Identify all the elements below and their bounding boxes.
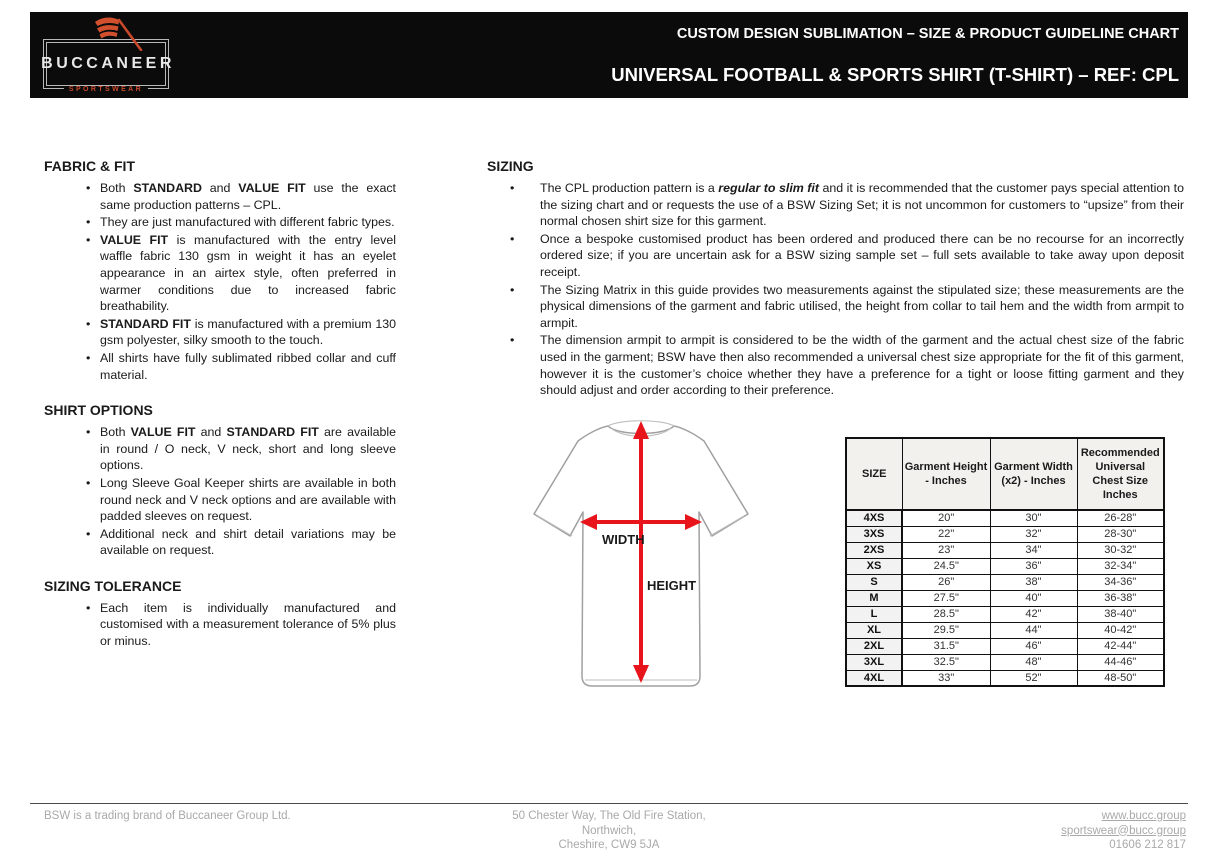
table-cell: 33"	[902, 670, 990, 686]
table-cell: 26"	[902, 574, 990, 590]
website-link[interactable]: www.bucc.group	[1101, 810, 1186, 822]
table-cell: 36-38"	[1077, 590, 1164, 606]
table-row	[846, 542, 1164, 558]
shirt-options-heading: SHIRT OPTIONS	[44, 402, 153, 419]
fabric-fit-heading: FABRIC & FIT	[44, 158, 135, 174]
table-cell-size: 4XL	[846, 670, 902, 686]
table-cell: 26-28"	[1077, 510, 1164, 526]
logo-subbrand-text: SPORTSWEAR	[64, 86, 148, 93]
bullet-item: • The CPL production pattern is a regular to slim fit and it is recommended that the customer pays special attention to the sizing chart and or requests the use of a BSW Sizing Set; it is not uncommon for customers to “upsize” from their normal chosen shirt size for this garment.	[487, 180, 1184, 230]
table-cell-size: 2XS	[846, 542, 902, 558]
sizing-bullet-list	[487, 180, 1184, 399]
bullet-item: • Additional neck and shirt detail variations may be available on request.	[44, 526, 396, 559]
section-sizing	[487, 157, 1184, 399]
table-cell-size: L	[846, 606, 902, 622]
table-cell: 42-44"	[1077, 638, 1164, 654]
table-header-cell: Garment Width (x2) - Inches	[990, 438, 1077, 510]
bullet-item: • The dimension armpit to armpit is considered to be the width of the garment and the actual chest size of the fabric used in the garment; BSW have then also recommended a universal chest size appropriate for the fit of this garment, however it is the customer’s choice whether they have a preference for a tight or loose fitting garment and they should adjust and order according to their preference.	[487, 332, 1184, 398]
table-cell-size: 3XS	[846, 526, 902, 542]
sizing-tolerance-heading: SIZING TOLERANCE	[44, 577, 182, 594]
tshirt-measurement-diagram	[516, 410, 766, 705]
table-row	[846, 510, 1164, 526]
table-row	[846, 606, 1164, 622]
table-cell: 48"	[990, 654, 1077, 670]
bullet-item: • All shirts have fully sublimated ribbed collar and cuff material.	[44, 350, 396, 383]
table-cell-size: XS	[846, 558, 902, 574]
logo-brand-text: BUCCANEER	[41, 55, 175, 72]
table-cell-size: M	[846, 590, 902, 606]
section-shirt-options	[44, 401, 396, 559]
table-cell-size: 2XL	[846, 638, 902, 654]
table-cell: 28-30"	[1077, 526, 1164, 542]
table-cell: 23"	[902, 542, 990, 558]
table-cell: 22"	[902, 526, 990, 542]
section-sizing-tolerance	[44, 577, 396, 650]
pennant-flag-icon	[89, 15, 159, 51]
table-cell: 46"	[990, 638, 1077, 654]
table-cell: 52"	[990, 670, 1077, 686]
table-row	[846, 574, 1164, 590]
table-header-cell: Garment Height - Inches	[902, 438, 990, 510]
table-row	[846, 670, 1164, 686]
table-cell: 28.5"	[902, 606, 990, 622]
footer-contact	[1061, 809, 1186, 853]
page-footer	[30, 803, 1188, 853]
bullet-item: • They are just manufactured with different fabric types.	[44, 214, 396, 231]
table-header-row	[846, 438, 1164, 510]
table-cell: 48-50"	[1077, 670, 1164, 686]
table-row	[846, 558, 1164, 574]
table-cell: 30-32"	[1077, 542, 1164, 558]
table-cell: 40"	[990, 590, 1077, 606]
table-cell: 36"	[990, 558, 1077, 574]
table-row	[846, 654, 1164, 670]
bullet-item: • Both VALUE FIT and STANDARD FIT are available in round / O neck, V neck, short and long sleeve options.	[44, 424, 396, 474]
table-row	[846, 526, 1164, 542]
table-cell: 29.5"	[902, 622, 990, 638]
table-cell: 44"	[990, 622, 1077, 638]
table-cell: 34"	[990, 542, 1077, 558]
table-cell: 44-46"	[1077, 654, 1164, 670]
bullet-item: • Each item is individually manufactured and customised with a measurement tolerance of 5% plus or minus.	[44, 600, 396, 650]
width-label: WIDTH	[602, 532, 645, 547]
sizing-heading: SIZING	[487, 158, 534, 174]
buccaneer-logo	[43, 12, 203, 98]
bullet-item: • VALUE FIT is manufactured with the entry level waffle fabric 130 gsm in weight it has an eyelet appearance in an airtex style, often preferred in warmer conditions due to increased fabric breathability.	[44, 232, 396, 315]
document-subtitle: CUSTOM DESIGN SUBLIMATION – SIZE & PRODUCT GUIDELINE CHART	[676, 26, 1179, 42]
table-cell-size: 3XL	[846, 654, 902, 670]
header-titles	[279, 12, 1179, 98]
section-fabric-fit	[44, 157, 396, 383]
bullet-item: • STANDARD FIT is manufactured with a premium 130 gsm polyester, silky smooth to the touch.	[44, 316, 396, 349]
table-cell: 30"	[990, 510, 1077, 526]
sizing-table	[845, 437, 1165, 687]
table-cell: 20"	[902, 510, 990, 526]
table-row	[846, 590, 1164, 606]
table-cell: 32"	[990, 526, 1077, 542]
table-header-cell: SIZE	[846, 438, 902, 510]
left-column	[44, 157, 396, 651]
table-cell: 40-42"	[1077, 622, 1164, 638]
table-cell: 32.5"	[902, 654, 990, 670]
sizing-tolerance-bullet-list	[44, 600, 396, 650]
bullet-item: • Both STANDARD and VALUE FIT use the exact same production patterns – CPL.	[44, 180, 396, 213]
email-link[interactable]: sportswear@bucc.group	[1061, 824, 1186, 837]
table-cell: 32-34"	[1077, 558, 1164, 574]
table-cell-size: S	[846, 574, 902, 590]
table-cell: 38-40"	[1077, 606, 1164, 622]
footer-address	[30, 809, 1188, 853]
height-label: HEIGHT	[647, 578, 697, 593]
table-cell: 38"	[990, 574, 1077, 590]
table-row	[846, 622, 1164, 638]
right-column	[487, 157, 1184, 400]
table-cell-size: 4XS	[846, 510, 902, 526]
bullet-item: • The Sizing Matrix in this guide provides two measurements against the stipulated size; these measurements are the physical dimensions of the garment and fabric utilised, the height from collar to tail hem and the width from armpit to armpit.	[487, 282, 1184, 332]
fabric-fit-bullet-list	[44, 180, 396, 383]
address-line: Cheshire, CW9 5JA	[558, 839, 660, 851]
table-row	[846, 638, 1164, 654]
shirt-options-bullet-list	[44, 424, 396, 559]
footer-trading-note: BSW is a trading brand of Buccaneer Group Ltd.	[44, 810, 291, 822]
address-line: Northwich,	[581, 824, 637, 837]
table-cell-size: XL	[846, 622, 902, 638]
phone-number: 01606 212 817	[1109, 839, 1186, 851]
document-title: UNIVERSAL FOOTBALL & SPORTS SHIRT (T-SHIRT) – REF: CPL	[611, 64, 1179, 85]
header-band	[30, 12, 1188, 98]
table-cell: 24.5"	[902, 558, 990, 574]
address-line: 50 Chester Way, The Old Fire Station,	[512, 810, 706, 822]
table-cell: 27.5"	[902, 590, 990, 606]
bullet-item: • Long Sleeve Goal Keeper shirts are available in both round neck and V neck options and are available with padded sleeves on request.	[44, 475, 396, 525]
bullet-item: • Once a bespoke customised product has been ordered and produced there can be no recourse for an incorrectly ordered size; if you are uncertain ask for a BSW sizing sample set – full sets available to take away upon deposit receipt.	[487, 231, 1184, 281]
sizing-table-container	[845, 437, 1163, 687]
table-cell: 42"	[990, 606, 1077, 622]
table-cell: 31.5"	[902, 638, 990, 654]
table-cell: 34-36"	[1077, 574, 1164, 590]
table-header-cell: Recommended Universal Chest Size Inches	[1077, 438, 1164, 510]
